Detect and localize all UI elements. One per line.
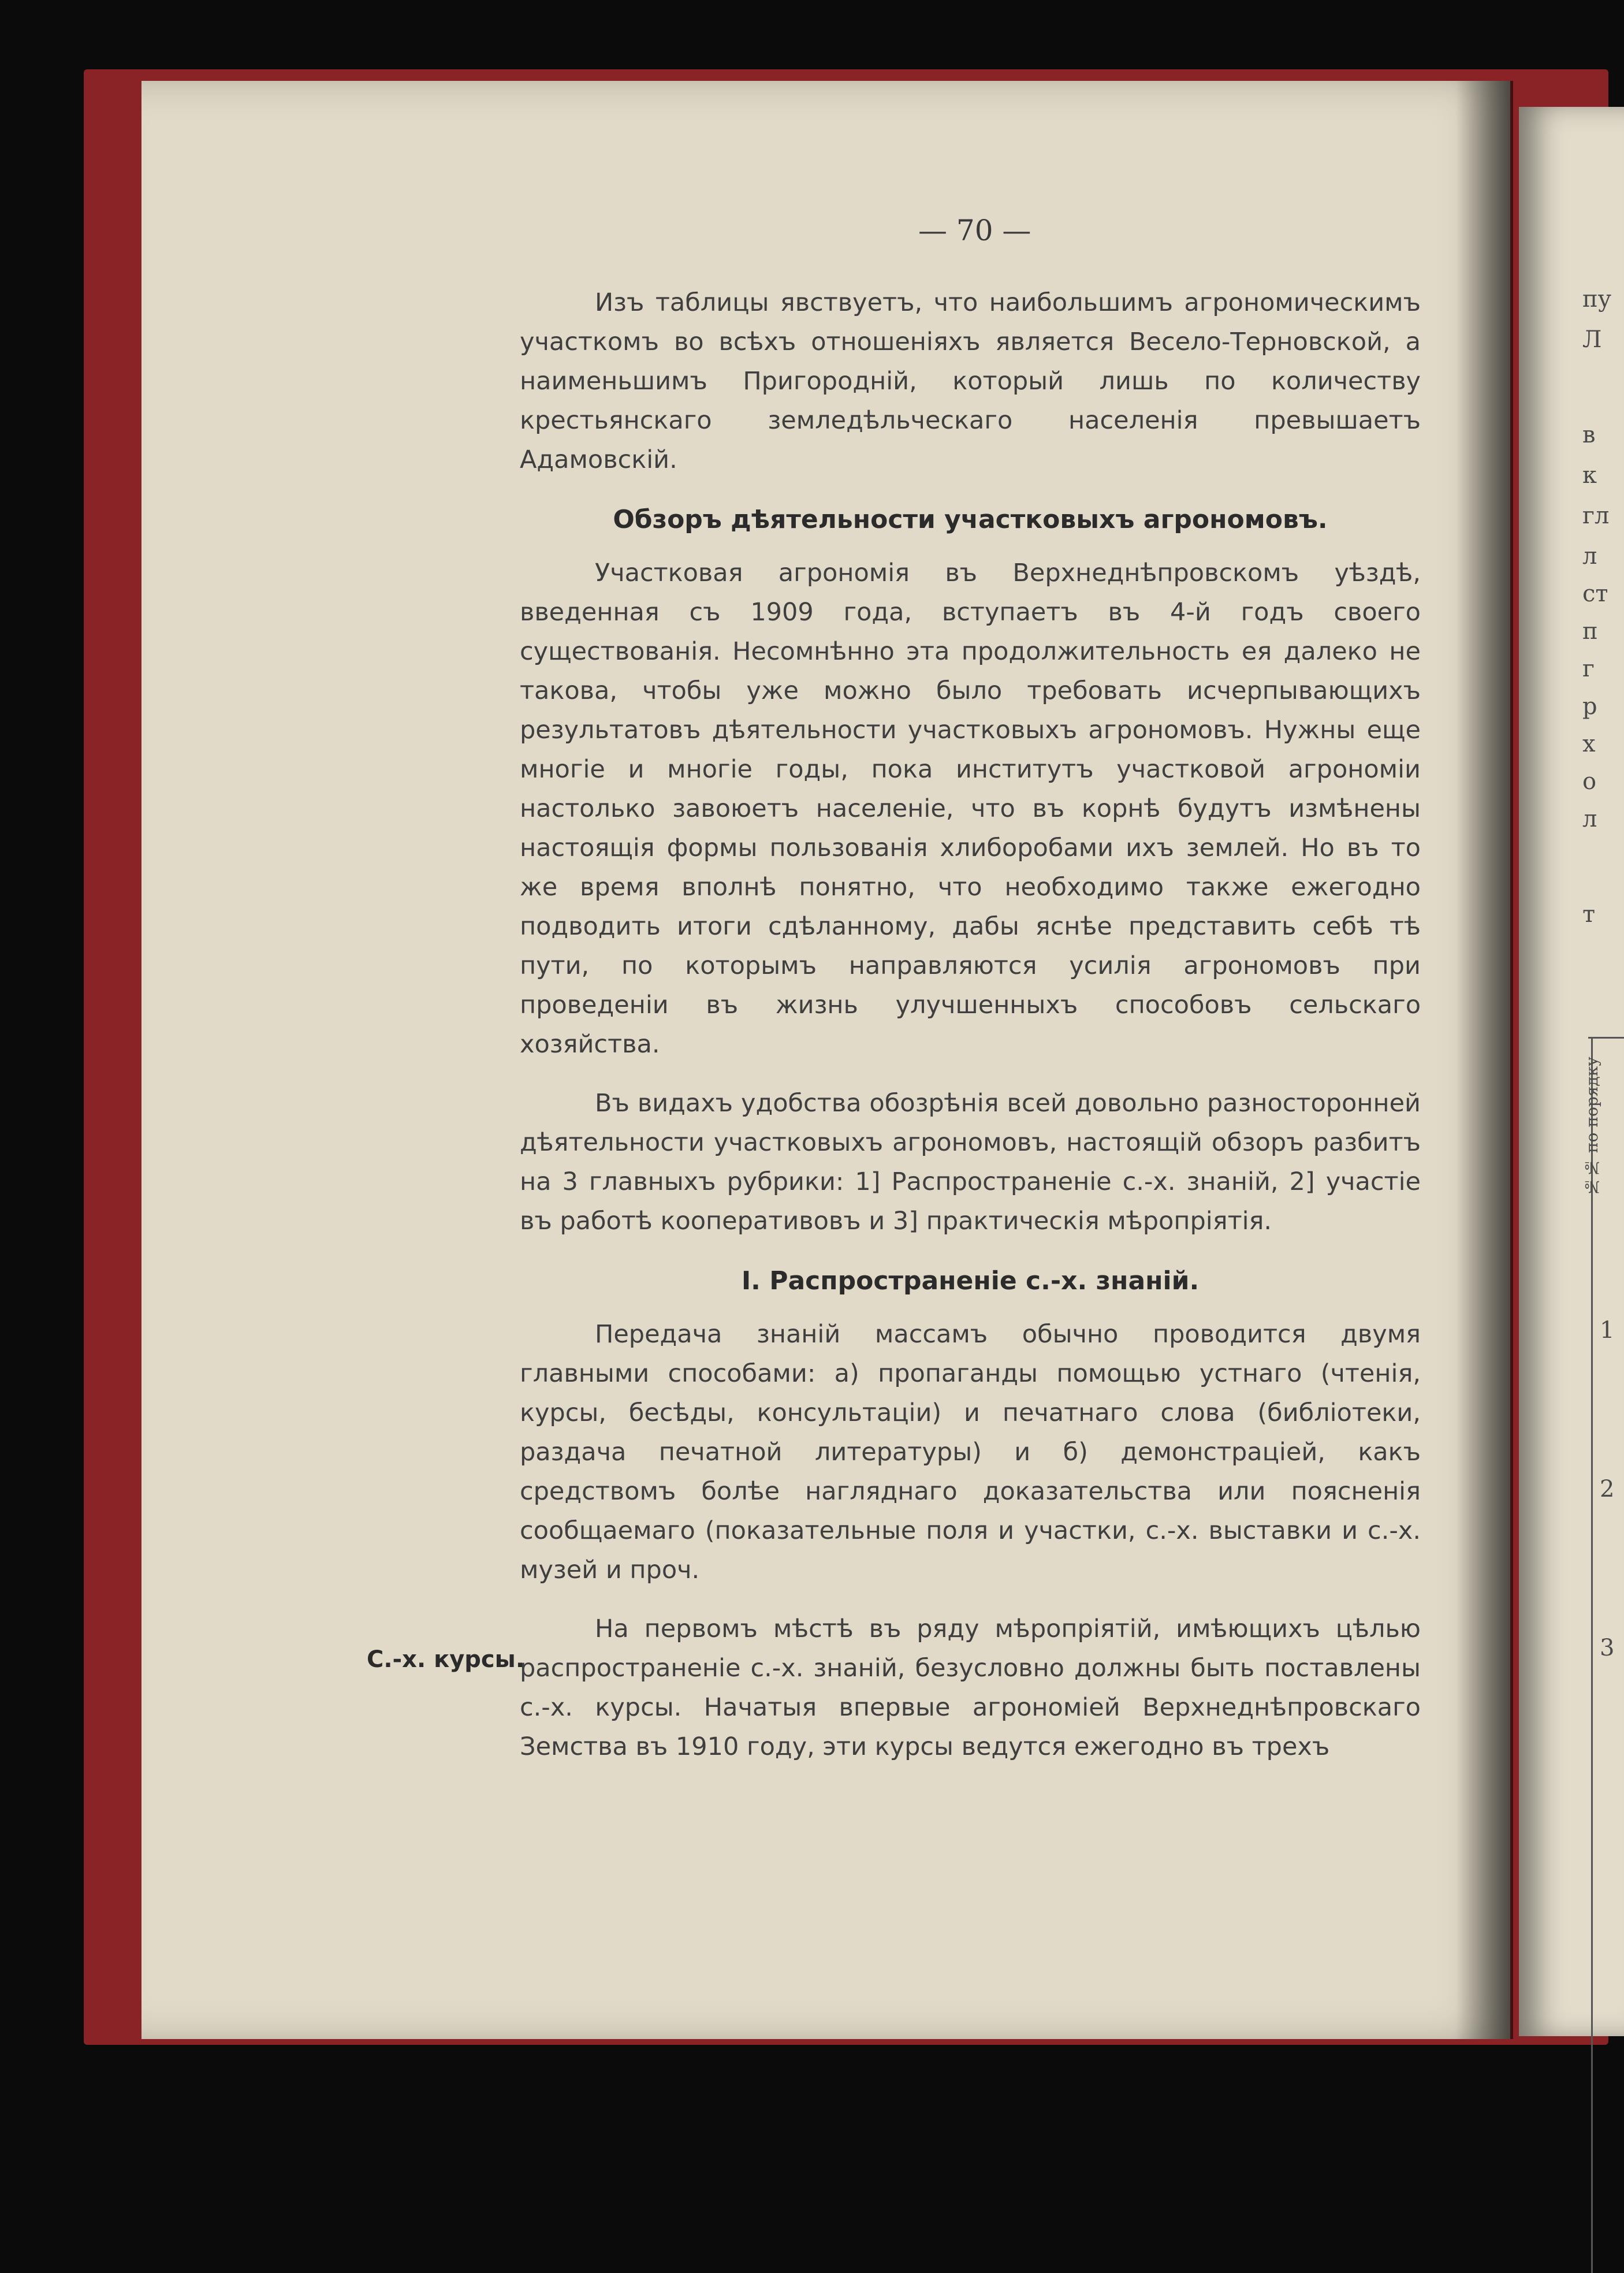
right-page-fragment: г: [1582, 656, 1595, 682]
right-page-fragment: пу: [1582, 286, 1612, 313]
paragraph-review-structure: Въ видахъ удобства обозрѣнія всей довольно разносторонней дѣятельности участковыхъ агрономовъ, настоящій обзоръ разбитъ на 3 главныхъ рубрики: 1] Распространеніе с.-х. знаній, 2] участіе въ работѣ кооперативовъ и 3] практическія мѣропріятія.: [520, 1089, 1421, 1236]
right-page-fragment: гл: [1582, 503, 1610, 529]
paragraph-courses: На первомъ мѣстѣ въ ряду мѣропріятій, имѣющихъ цѣлью распространеніе с.-х. знаній, безусловно должны быть поставлены с.-х. курсы. Начатыя впервые агрономіей Верхнеднѣпровскаго Земства въ 1910 году, эти курсы ведутся ежегодно въ трехъ: [520, 1614, 1421, 1761]
margin-note-courses: С.-х. курсы.: [367, 1646, 525, 1673]
table-row-number: 2: [1600, 1476, 1615, 1502]
table-column-rule: [1591, 1037, 1593, 2273]
table-row-number: 3: [1600, 1635, 1615, 1661]
section-heading-overview: Обзоръ дѣятельности участковыхъ агрономовъ.: [613, 505, 1328, 534]
right-page-fragment: о: [1582, 768, 1597, 795]
right-page-fragment: в: [1582, 422, 1596, 448]
paragraph-table-summary: Изъ таблицы явствуетъ, что наибольшимъ агрономическимъ участкомъ во всѣхъ отношеніяхъ является Весело-Терновской, а наименьшимъ Пригородній, который лишь по количеству крестьянскаго земледѣльческаго населенія превышаетъ Адамовскій.: [520, 288, 1421, 474]
paragraph-agronomy-intro: Участковая агрономія въ Верхнеднѣпровскомъ уѣздѣ, введенная съ 1909 года, вступаетъ въ 4-й годъ своего существованія. Несомнѣнно эта продолжительность ея далеко не такова, чтобы уже можно было требовать исчерпывающихъ результатовъ дѣятельности участковыхъ агрономовъ. Нужны еще многіе и многіе годы, пока институтъ участковой агрономіи настолько завоюетъ населеніе, что въ корнѣ будутъ измѣнены настоящія формы пользованія хлиборобами ихъ землей. Но въ то же время вполнѣ понятно, что необходимо также ежегодно подводить итоги сдѣланному, дабы яснѣе представить себѣ тѣ пути, по которымъ направляются усилія агрономовъ при проведеніи въ жизнь улучшенныхъ способовъ сельскаго хозяйства.: [520, 559, 1421, 1059]
right-page-fragment: л: [1582, 806, 1597, 832]
right-page-fragment: Л: [1582, 326, 1602, 353]
paragraph-knowledge-transfer: Передача знаній массамъ обычно проводится двумя главными способами: а) пропаганды помощью устнаго (чтенія, курсы, бесѣды, консультаціи) и печатнаго слова (библіотеки, раздача печатной литературы) и б) демонстраціей, какъ средствомъ болѣе нагляднаго доказательства или поясненія сообщаемаго (показательные поля и участки, с.-х. выставки и с.-х. музей и проч.: [520, 1320, 1421, 1584]
right-page-fragment: х: [1582, 731, 1596, 757]
right-page-fragment: р: [1582, 693, 1597, 720]
main-text-block: [520, 283, 1421, 1766]
right-page-fragment: п: [1582, 618, 1598, 645]
right-page-fragment: л: [1582, 543, 1597, 570]
right-page-fragment: т: [1582, 901, 1596, 928]
right-page-fragment: ст: [1582, 581, 1608, 607]
table-row-number: 1: [1600, 1317, 1615, 1344]
table-top-rule: [1588, 1037, 1624, 1039]
table-column-header: №№ по порядку: [1582, 1056, 1601, 1196]
section-heading-knowledge: I. Распространеніе с.-х. знаній.: [741, 1266, 1200, 1296]
page-gutter: [1455, 81, 1513, 2039]
right-page-fragment: к: [1582, 462, 1597, 489]
page-number: — 70 —: [918, 214, 1031, 247]
